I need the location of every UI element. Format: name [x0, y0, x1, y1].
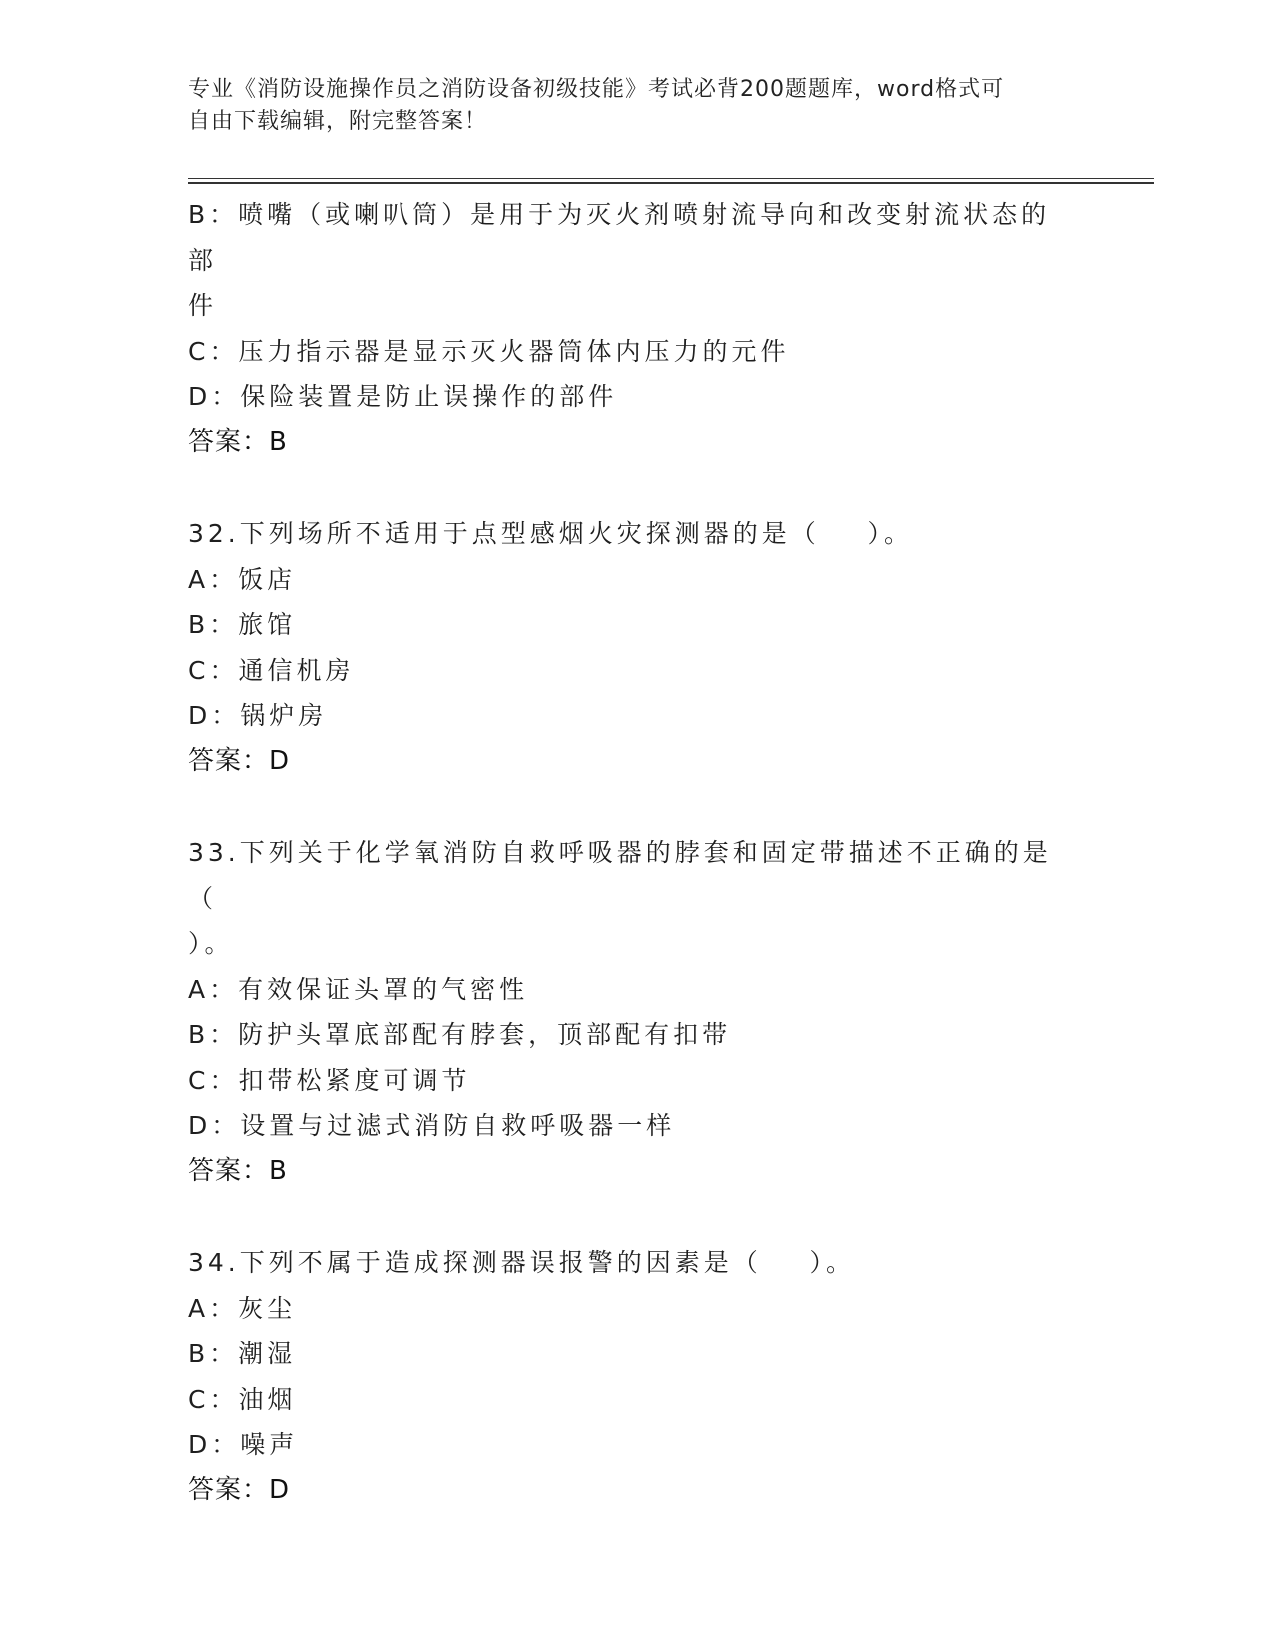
option-c: C：扣带松紧度可调节 [188, 1065, 471, 1095]
option-b: B：防护头罩底部配有脖套，顶部配有扣带 [188, 1020, 732, 1049]
option-c: C：通信机房 [188, 655, 355, 685]
question-stem-continued: ）。 [188, 929, 234, 958]
option-d: D：锅炉房 [188, 701, 328, 730]
question-34 [188, 1240, 1078, 1513]
option-d: D：保险装置是防止误操作的部件 [188, 382, 618, 411]
option-d: D：设置与过滤式消防自救呼吸器一样 [188, 1111, 676, 1140]
header-divider-thin [188, 178, 1154, 179]
option-c: C：油烟 [188, 1384, 297, 1414]
document-body [188, 192, 1078, 1513]
answer-line: 答案：B [188, 426, 288, 457]
question-spacer [188, 1194, 1078, 1240]
option-b-line-1: B：喷嘴（或喇叭筒）是用于为灭火剂喷射流导向和改变射流状态的部 [188, 200, 1051, 275]
option-d: D：噪声 [188, 1430, 299, 1459]
question-spacer [188, 784, 1078, 830]
option-b-line-2: 件 [188, 291, 218, 320]
option-a: A：有效保证头罩的气密性 [188, 974, 529, 1004]
question-spacer [188, 465, 1078, 511]
header-title-line-2: 自由下载编辑，附完整答案！ [188, 109, 488, 134]
option-b: B：潮湿 [188, 1339, 297, 1368]
answer-line: 答案：D [188, 745, 291, 776]
question-31-continuation [188, 192, 1078, 465]
option-c: C：压力指示器是显示灭火器筒体内压力的元件 [188, 336, 790, 366]
answer-line: 答案：D [188, 1474, 291, 1505]
answer-line: 答案：B [188, 1155, 288, 1186]
question-stem: 34.下列不属于造成探测器误报警的因素是（ ）。 [188, 1248, 856, 1277]
question-stem: 32.下列场所不适用于点型感烟火灾探测器的是（ ）。 [188, 519, 914, 548]
option-b: B：旅馆 [188, 610, 297, 639]
header-title-line-1: 专业《消防设施操作员之消防设备初级技能》考试必背200题题库，word格式可 [188, 77, 1005, 102]
header-divider-thick [188, 182, 1154, 184]
question-32 [188, 511, 1078, 784]
question-33 [188, 830, 1078, 1194]
option-a: A：灰尘 [188, 1293, 297, 1323]
question-stem: 33.下列关于化学氧消防自救呼吸器的脖套和固定带描述不正确的是（ [188, 838, 1052, 913]
option-a: A：饭店 [188, 564, 297, 594]
document-header [188, 74, 1068, 138]
